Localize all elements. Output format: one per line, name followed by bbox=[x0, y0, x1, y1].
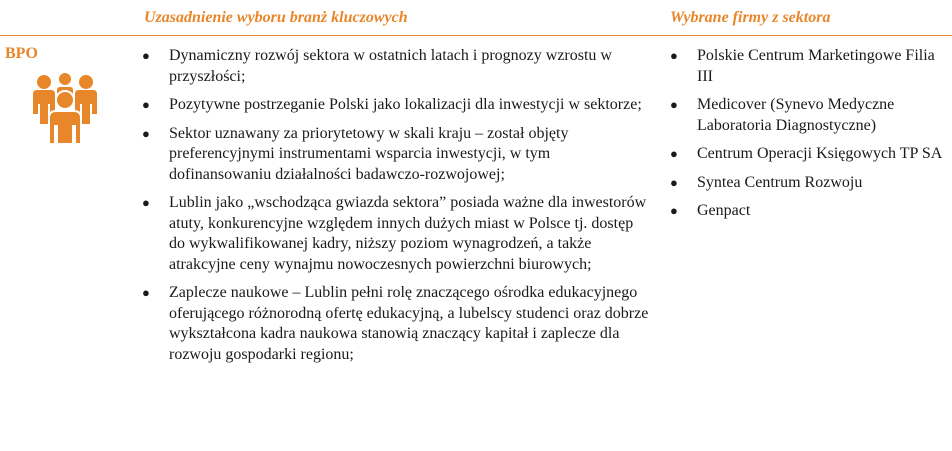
list-item bbox=[670, 201, 947, 222]
reason-text: Lublin jako „wschodząca gwiazda sektora” posiada ważne dla inwestorów atuty, konkurencyjne względem innych dużych miast w Polsce tj. dostęp do wykwalifikowanej kadry, niższy poziom wynagrodzeń, a także atrakcyjne ceny wynajmu nowoczesnych powierzchni biurowych; bbox=[169, 194, 647, 273]
firm-name: Syntea Centrum Rozwoju bbox=[697, 173, 863, 191]
reason-text: Zaplecze naukowe – Lublin pełni rolę znaczącego ośrodka edukacyjnego oferującego różnorodną ofertę edukacyjną, a lubelscy studenci oraz dobrze wykształcona kadra naukowa stanowią znaczący kapitał i zaplecze dla rozwoju gospodarki regionu; bbox=[169, 284, 649, 363]
list-item bbox=[142, 193, 649, 275]
list-item bbox=[142, 124, 649, 186]
list-item bbox=[670, 173, 947, 194]
list-item bbox=[670, 46, 947, 87]
firms-column-title: Wybrane firmy z sektora bbox=[670, 9, 831, 26]
list-item bbox=[670, 95, 947, 136]
reasons-column-title: Uzasadnienie wyboru branż kluczowych bbox=[144, 9, 408, 26]
bullet-icon: ● bbox=[142, 97, 150, 112]
bullet-icon: ● bbox=[670, 203, 678, 218]
firm-name: Medicover (Synevo Medyczne Laboratoria Diagnostyczne) bbox=[697, 96, 895, 134]
bullet-icon: ● bbox=[142, 125, 150, 141]
reason-text: Pozytywne postrzeganie Polski jako lokalizacji dla inwestycji w sektorze; bbox=[169, 96, 642, 113]
bullet-icon: ● bbox=[670, 48, 678, 63]
firm-name: Genpact bbox=[697, 202, 751, 219]
firms-list bbox=[670, 46, 947, 230]
header-divider bbox=[0, 35, 952, 36]
bullet-icon: ● bbox=[142, 195, 150, 210]
list-item bbox=[670, 144, 947, 165]
reason-text: Dynamiczny rozwój sektora w ostatnich latach i prognozy wzrostu w przyszłości; bbox=[169, 47, 612, 85]
bullet-icon: ● bbox=[142, 48, 150, 63]
reason-text: Sektor uznawany za priorytetowy w skali kraju – został objęty preferencyjnymi instrumentami wsparcia inwestycji, w tym dofinansowaniu działalności badawczo-rozwojowej; bbox=[169, 124, 569, 183]
firm-name: Polskie Centrum Marketingowe Filia III bbox=[697, 47, 935, 85]
table-header bbox=[0, 0, 952, 36]
firm-name: Centrum Operacji Księgowych TP SA bbox=[697, 145, 943, 162]
bullet-icon: ● bbox=[670, 146, 678, 161]
list-item bbox=[142, 95, 649, 116]
reasons-list bbox=[142, 46, 649, 373]
sector-label: BPO bbox=[5, 45, 38, 62]
people-group-icon bbox=[27, 68, 103, 144]
bullet-icon: ● bbox=[670, 97, 678, 112]
bullet-icon: ● bbox=[142, 285, 150, 300]
bullet-icon: ● bbox=[670, 174, 678, 190]
list-item bbox=[142, 46, 649, 87]
list-item bbox=[142, 283, 649, 365]
